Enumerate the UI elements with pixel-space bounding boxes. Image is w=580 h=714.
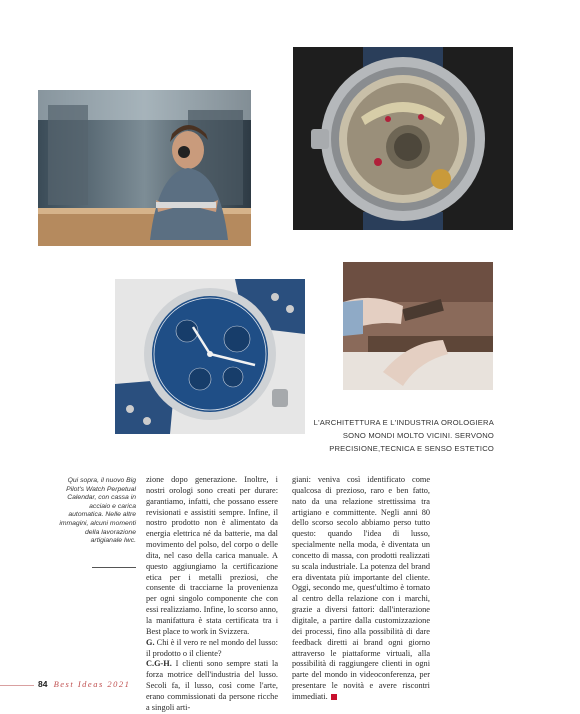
question-text: Chi è il vero re nel mondo del lusso: il prodotto o il cliente? [146,637,278,658]
answer-text: I clienti sono sempre stati la forza motrice dell'industria del lusso. Secoli fa, il lusso, così come l'arte, erano commissionati da persone ricche a singoli arti- [146,659,278,712]
photo-watchmaker [38,90,251,246]
side-caption: Qui sopra, il nuovo Big Pilot's Watch Perpetual Calendar, con cassa in acciaio e carica automatica. Nelle altre immagini, alcuni momenti della lavorazione artigianale Iwc. [59,477,136,545]
column1-paragraph: zione dopo generazione. Inoltre, i nostri orologi sono creati per durare: garantiamo, infatti, che possano essere revisionati e assistiti sempre. Infine, il nostro prodotto non è alimentato da energia elettrica né da batterie, ma dal movimento del polso, del corpo o delle dita, nel caso della carica manuale. A questo aggiungiamo la certificazione etica per i metalli preziosi, che consente di tracciarne la provenienza per ogni singolo componente che con essi realizziamo. Infine, lo scorso anno, la manifattura è stata certificata tra i Best place to work in Svizzera. [146,475,278,636]
photo-hands-craft [343,262,493,390]
column2-paragraph: giani: veniva così identificato come qualcosa di prezioso, raro e ben fatto, nato da una relazione strettissima tra artigiano e committente. Negli anni 80 dello scorso secolo abbiamo perso tutto questo: quando l'idea di lusso, specialmente nella moda, è diventata un concetto di massa, con prodotti realizzati su scala industriale. La potenza del brand era diventata più importante del cliente. Oggi, secondo me, quest'ultimo è tornato al centro della relazione con i marchi, grazie a diversi fattori: dall'interazione digitale, a partire dalla customizzazione dei processi, fino alla possibilità di dare feedback diretti ai brand ogni giorno attraverso le piattaforme virtuali, alla possibilità di raggiungere clienti in ogni parte del mondo in videoconferenza, per presentare le novità e avere riscontri immediati. [292,475,430,701]
article-column-1 [146,475,278,714]
side-caption-rule [92,567,136,568]
caption-line-2: SONO MONDI MOLTO VICINI. SERVONO [342,431,494,440]
end-mark-icon [331,694,337,700]
photo-movement [293,47,513,230]
photo-watch-dial [115,279,305,434]
answer-label: C.G-H. [146,659,172,669]
page-number: 84 [38,679,48,689]
page-footer [38,679,130,689]
photo-caption [300,416,494,455]
caption-line-1: L'ARCHITETTURA E L'INDUSTRIA OROLOGIERA [313,418,494,427]
question-label: G. [146,637,155,647]
caption-line-3: PRECISIONE,TECNICA E SENSO ESTETICO [329,444,494,453]
article-column-2 [292,475,430,703]
magazine-name: Best Ideas 2021 [53,679,131,689]
footer-rule [0,685,34,686]
